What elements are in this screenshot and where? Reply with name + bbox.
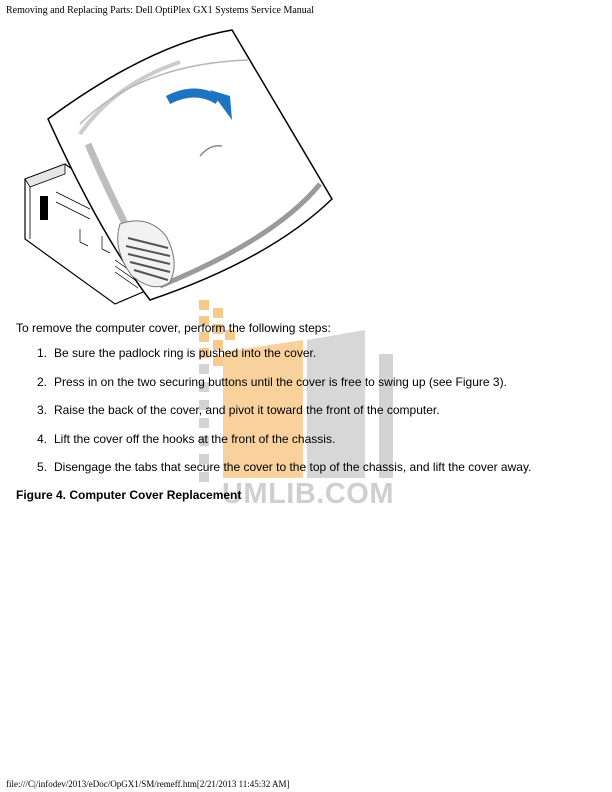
step-number: 4. xyxy=(36,431,47,446)
step-item xyxy=(16,346,531,375)
step-item xyxy=(16,432,531,461)
step-text: Raise the back of the cover, and pivot it toward the front of the computer. xyxy=(54,403,440,417)
step-number: 2. xyxy=(36,374,47,389)
step-number: 5. xyxy=(36,460,47,474)
computer-cover-icon xyxy=(20,24,340,306)
step-text: Lift the cover off the hooks at the front of the chassis. xyxy=(54,431,336,446)
intro-text: To remove the computer cover, perform the following steps: xyxy=(16,321,331,335)
page-header: Removing and Replacing Parts: Dell OptiPlex GX1 Systems Service Manual xyxy=(6,5,315,16)
page-footer: file:///C|/infodev/2013/eDoc/OpGX1/SM/remeff.htm[2/21/2013 11:45:32 AM] xyxy=(6,779,290,789)
step-item xyxy=(16,375,531,404)
step-item xyxy=(16,460,531,489)
step-text: Disengage the tabs that secure the cover to the top of the chassis, and lift the cover away. xyxy=(54,460,532,474)
step-text: Press in on the two securing buttons until the cover is free to swing up (see Figure 3). xyxy=(54,374,507,389)
step-item xyxy=(16,403,531,432)
computer-cover-illustration xyxy=(20,24,340,306)
steps-list xyxy=(16,346,531,489)
watermark-text: UMLIB.COM xyxy=(221,478,395,510)
step-text: Be sure the padlock ring is pushed into the cover. xyxy=(54,346,317,360)
step-number: 3. xyxy=(36,403,47,417)
step-number: 1. xyxy=(36,346,47,360)
figure-caption: Figure 4. Computer Cover Replacement xyxy=(16,488,242,502)
